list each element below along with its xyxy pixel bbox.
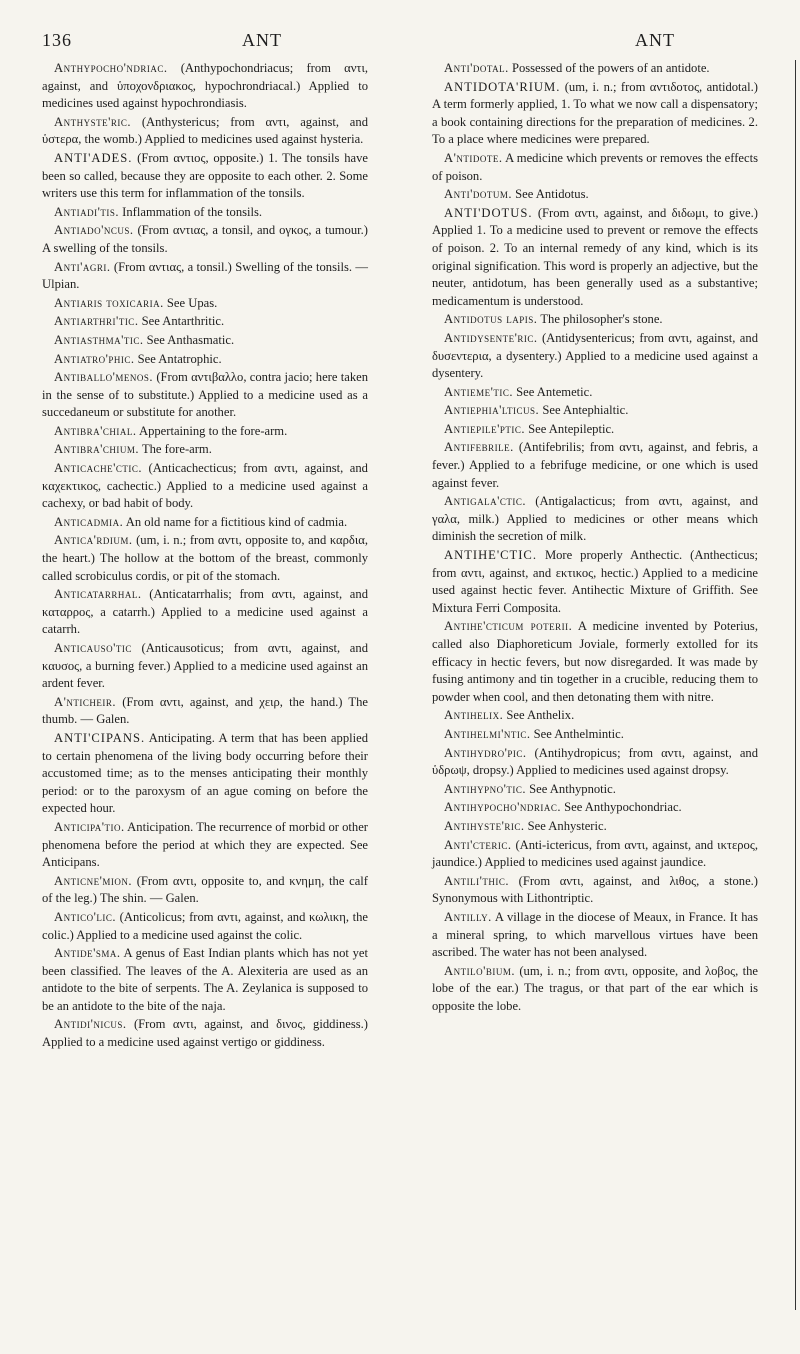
dictionary-entry (42, 150, 368, 203)
entry-headword: A'ntichеir. (54, 694, 117, 709)
entry-headword: Anticipa'tio. (54, 819, 125, 834)
entry-headword: Antiarthri'tic. (54, 314, 139, 329)
entry-headword: Antibra'chium. (54, 442, 140, 457)
dictionary-entry (432, 79, 758, 149)
entry-headword: Anti'cteric. (444, 837, 512, 852)
dictionary-entry (432, 311, 758, 329)
dictionary-entry (432, 384, 758, 402)
entry-definition: (Antidysentericus; from αντι, against, and δυσεντερια, a dysentery.) Applied to a medicine used against a dysentery. (432, 330, 758, 381)
dictionary-entry (42, 873, 368, 908)
dictionary-entry (432, 421, 758, 439)
entry-definition: (Anthypochondriacus; from αντι, against, and ὑποχονδριακος, hypochrondriacal.) Applied to medicines used against hypochrondiasis. (42, 61, 368, 111)
dictionary-entry (432, 873, 758, 908)
dictionary-entry (42, 114, 368, 149)
entry-headword: Antica'rdium. (54, 533, 133, 548)
entry-definition: (Anti-ictericus, from αντι, against, and ικτερος, jaundice.) Applied to medicines used against jaundice. (432, 837, 758, 870)
entry-definition: Appertaining to the fore-arm. (138, 423, 288, 438)
entry-definition: See Upas. (166, 295, 218, 310)
entry-definition: (Anticausoticus; from αντι, against, and καυσος, a burning fever.) Applied to a medicine used against an ardent fever. (42, 641, 368, 691)
dictionary-entry (432, 402, 758, 420)
dictionary-entry (42, 819, 368, 872)
entry-headword: Anthyste'ric. (54, 114, 132, 129)
dictionary-entry (42, 295, 368, 313)
entry-headword: Antihe'cticum poterii. (444, 619, 573, 634)
dictionary-entry (432, 745, 758, 780)
entry-definition: See Antidotus. (515, 187, 589, 202)
dictionary-entry (432, 837, 758, 872)
entry-definition: See Anthypnotic. (529, 781, 616, 796)
entry-headword: A'ntidote. (444, 150, 503, 165)
entry-headword: Antili'thic. (444, 873, 509, 888)
dictionary-entry (432, 818, 758, 836)
entry-headword: Antidysente'ric. (444, 330, 538, 345)
entry-definition: A medicine which prevents or removes the effects of poison. (432, 150, 758, 183)
entry-headword: Anticache'ctic. (54, 461, 143, 476)
entry-headword: Anticne'mion. (54, 873, 133, 888)
dictionary-entry (42, 332, 368, 350)
entry-definition: A genus of East Indian plants which has not yet been classified. The leaves of the A. Alexiteria are used as an antidote to the bite of serpents. The A. Zeylanica is supposed to be an antidote to the bite of the naja. (42, 946, 368, 1013)
entry-definition: (um, i. n.; from αντι, opposite to, and καρδια, the heart.) The hollow at the bottom of the breast, commonly called scrobiculus cordis, or pit of the stomach. (42, 533, 369, 583)
running-head-right: ANT (635, 30, 675, 50)
dictionary-entry (42, 640, 368, 693)
dictionary-entry (42, 222, 368, 257)
dictionary-entry (42, 730, 368, 818)
dictionary-entry (432, 439, 758, 492)
entry-headword: ANTI'DOTUS. (444, 205, 533, 220)
entry-headword: Anticadmia. (54, 514, 124, 529)
entry-headword: Antihelix. (444, 708, 504, 723)
entry-definition: See Anthelix. (506, 708, 575, 723)
dictionary-entry (432, 781, 758, 799)
entry-definition: (Antigalacticus; from αντι, against, and γαλα, milk.) Applied to medicines or other means which diminish the secretion of milk. (432, 494, 758, 544)
entry-definition: See Antepileptic. (528, 421, 615, 436)
left-column (42, 60, 368, 1053)
entry-headword: Anticauso'tic (54, 641, 132, 655)
dictionary-entry (42, 586, 368, 639)
dictionary-entry (42, 259, 368, 294)
entry-definition: A medicine invented by Poterius, called also Diaphoreticum Joviale, formerly extolled for its efficacy in hectic fevers, but now disregarded. It was made by fusing antimony and tin together in a crucible, reducing them to powder when cool, and then detonating them with nitre. (432, 619, 758, 704)
entry-definition: (From αντι, against, and χειρ, the hand.) The thumb. — Galen. (42, 694, 368, 727)
entry-headword: Anticatarrhal. (54, 587, 142, 602)
entry-definition: The fore-arm. (141, 442, 212, 457)
entry-headword: Antifebrile. (444, 440, 514, 455)
dictionary-entry (432, 726, 758, 744)
dictionary-entry (432, 707, 758, 725)
dictionary-entry (42, 60, 368, 113)
entry-headword: ANTI'ADES. (54, 150, 133, 165)
dictionary-entry (432, 963, 758, 1016)
page-edge-rule (795, 60, 796, 1310)
entry-headword: Antiepile'ptic. (444, 421, 526, 436)
entry-headword: Antiatro'phic. (54, 351, 135, 366)
dictionary-entry (432, 618, 758, 706)
entry-definition: See Antemetic. (516, 384, 593, 399)
entry-definition: (Anticatarrhalis; from αντι, against, and καταρρος, a catarrh.) Applied to a medicine used against a catarrh. (42, 587, 368, 637)
dictionary-entry (42, 532, 368, 585)
running-head-left: ANT (242, 30, 282, 50)
entry-definition: See Antarthritic. (141, 314, 225, 329)
entry-headword: Antibra'chial. (54, 423, 137, 438)
entry-definition: Anticipating. A term that has been applied to certain phenomena of the living body occurring before their accustomed time; as to the menses anticipating their monthly period: or to the paroxysm of an ague coming on before the expected hour. (42, 730, 368, 816)
dictionary-entry (42, 204, 368, 222)
entry-headword: Antiaris toxicaria. (54, 295, 164, 310)
entry-definition: (From αντιας, a tonsil.) Swelling of the tonsils. — Ulpian. (42, 259, 368, 292)
entry-headword: Antiballo'menos. (54, 370, 154, 385)
entry-definition: A village in the diocese of Meaux, in France. It has a mineral spring, to which marvellous virtues have been ascribed. The water has not been analysed. (432, 909, 758, 960)
dictionary-entry (432, 186, 758, 204)
entry-definition: (From αντι, against, and δινος, giddiness.) Applied to a medicine used against vertigo or giddiness. (42, 1017, 368, 1050)
dictionary-entry (42, 909, 368, 944)
dictionary-entry (432, 150, 758, 185)
entry-definition: (um, i. n.; from αντι, opposite, and λοβος, the lobe of the ear.) The tragus, or that part of the ear which is opposite the lobe. (432, 963, 758, 1013)
entry-definition: (Antihydropicus; from αντι, against, and ὑδρωψ, dropsy.) Applied to medicines used against dropsy. (432, 745, 758, 778)
entry-headword: Antieme'tic. (444, 384, 514, 399)
entry-headword: ANTIDOTA'RIUM. (444, 79, 561, 94)
dictionary-entry (432, 909, 758, 962)
entry-definition: See Antephialtic. (542, 403, 629, 418)
page-number: 136 (42, 30, 72, 50)
entry-headword: Antihydro'pic. (444, 745, 527, 760)
entry-headword: Anthypocho'ndriac. (54, 61, 168, 75)
dictionary-entry (42, 351, 368, 369)
dictionary-entry (42, 945, 368, 1015)
entry-headword: Antiado'ncus. (54, 223, 134, 238)
entry-definition: See Anthasmatic. (146, 332, 235, 347)
entry-definition: (From αντιος, opposite.) 1. The tonsils have been so called, because they are opposite to each other. 2. Some writers use this term for inflammation of the tonsils. (42, 150, 368, 201)
dictionary-entry (432, 547, 758, 617)
entry-headword: Antiephia'lticus. (444, 403, 540, 418)
entry-headword: Antiadi'tis. (54, 204, 120, 219)
entry-headword: ANTI'CIPANS. (54, 730, 146, 745)
entry-definition: See Antatrophic. (137, 351, 222, 366)
entry-definition: (Anthystericus; from αντι, against, and ὑστερα, the womb.) Applied to medicines used against hysteria. (42, 114, 368, 147)
dictionary-entry (42, 313, 368, 331)
entry-definition: Anticipation. The recurrence of morbid or other phenomena before the period at which they are expected. See Anticipans. (42, 819, 368, 870)
entry-definition: (From αντι, against, and διδωμι, to give.) Applied 1. To a medicine used to prevent or remove the effects of poison. 2. To an internal remedy of any kind, which is its original signification. This word is properly an adjective, but the neuter, antidotum, has been generally used as a substantive; medicamentum is understood. (432, 205, 758, 308)
entry-headword: Antiasthma'tic. (54, 332, 144, 347)
dictionary-entry (42, 441, 368, 459)
dictionary-entry (42, 514, 368, 532)
entry-headword: Antide'sma. (54, 946, 121, 961)
entry-headword: Antilly. (444, 909, 492, 924)
entry-definition: (Antifebrilis; from αντι, against, and febris, a fever.) Applied to a febrifuge medicine, or one which is used against fever. (432, 440, 758, 490)
entry-headword: Anti'dotal. (444, 61, 509, 75)
entry-headword: Antihypocho'ndriac. (444, 800, 562, 815)
entry-definition: The philosopher's stone. (540, 312, 663, 327)
dictionary-entry (432, 799, 758, 817)
right-column (432, 60, 758, 1016)
entry-headword: Antihypno'tic. (444, 781, 527, 796)
dictionary-entry (42, 423, 368, 441)
entry-definition: An old name for a fictitious kind of cadmia. (125, 514, 348, 529)
entry-headword: Anti'dotum. (444, 187, 513, 202)
entry-definition: (Anticachecticus; from αντι, against, and καχεκτικος, cachectic.) Applied to a medicine used against a cachexy, or bad habit of body. (42, 461, 368, 511)
dictionary-entry (432, 493, 758, 546)
entry-definition: (From αντι, opposite to, and κνημη, the calf of the leg.) The shin. — Galen. (42, 873, 368, 906)
entry-definition: (um, i. n.; from αντιδοτος, antidotal.) A term formerly applied, 1. To what we now call a dispensatory; a book containing directions for the preparation of medicines. 2. To a place where medicines were prepared. (432, 79, 758, 147)
entry-definition: (From αντι, against, and λιθος, a stone.) Synonymous with Lithontriptic. (432, 873, 759, 906)
entry-definition: See Anhysteric. (527, 818, 607, 833)
entry-headword: ANTIHE'CTIC. (444, 548, 537, 563)
entry-headword: Antico'lic. (54, 909, 117, 924)
entry-headword: Anti'agri. (54, 259, 111, 274)
entry-definition: See Anthypochondriac. (564, 800, 682, 815)
dictionary-entry (432, 60, 758, 78)
page-header (42, 30, 762, 54)
entry-headword: Antidi'nicus. (54, 1017, 127, 1032)
entry-definition: (Anticolicus; from αντι, against, and κωλικη, the colic.) Applied to a medicine used against the colic. (42, 909, 368, 942)
entry-definition: Possessed of the powers of an antidote. (511, 61, 710, 75)
dictionary-entry (42, 694, 368, 729)
entry-headword: Antidotus lapis. (444, 312, 538, 327)
entry-headword: Antihelmi'ntic. (444, 726, 531, 741)
entry-headword: Antihyste'ric. (444, 818, 525, 833)
dictionary-entry (42, 1016, 368, 1051)
entry-headword: Antilo'bium. (444, 963, 516, 978)
dictionary-entry (432, 205, 758, 311)
dictionary-entry (42, 369, 368, 422)
entry-definition: Inflammation of the tonsils. (122, 204, 263, 219)
dictionary-entry (42, 460, 368, 513)
dictionary-entry (432, 330, 758, 383)
entry-headword: Antigala'ctic. (444, 494, 527, 509)
entry-definition: See Anthelmintic. (533, 726, 624, 741)
entry-definition: (From αντιβαλλο, contra jacio; here taken in the sense of to substitute.) Applied to a medicine used as a succedaneum or substitute for another. (42, 370, 369, 420)
entry-definition: More properly Anthectic. (Anthecticus; from αντι, against, and εκτικος, hectic.) Applied to a medicine used against hectic fever. Antihectic Mixture of Griffith. See Mixtura Ferri Composita. (432, 548, 759, 615)
entry-definition: (From αντιας, a tonsil, and ογκος, a tumour.) A swelling of the tonsils. (42, 223, 368, 255)
